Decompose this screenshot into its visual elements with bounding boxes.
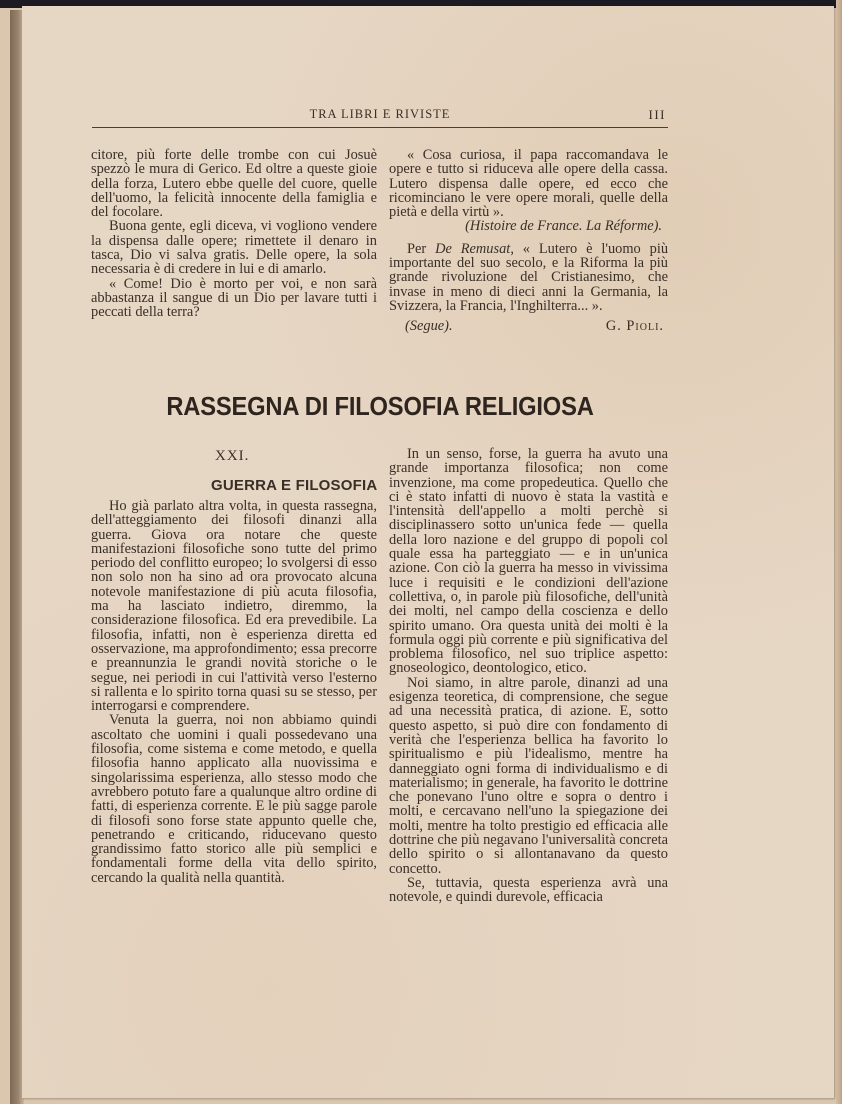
paragraph: Ho già parlato altra volta, in questa rassegna, dell'atteggiamento dei filosofi dinanzi alla guerra. Giova ora notare che queste manifestazioni filosofiche sono tutte del primo periodo del conflitto europeo; lo svolgersi di esso non solo non ha sino ad ora provocato alcuna notevole manifestazione di più acuta filosofia, ma ha lasciato indietro, diremmo, la considerazione filosofica. Ed era prevedibile. La filosofia, infatti, non è esperienza diretta ed osservazione, ma approfondimento; essa precorre e preannunzia le grandi novità storiche o le segue, nei periodi in cui l'attività verso l'esterno si rallenta e lo spirito torna quasi su se stesso, per interrogarsi e comprendere. xyxy=(91,498,377,715)
page-number: III xyxy=(648,107,666,122)
paragraph: citore, più forte delle trombe con cui Josuè spezzò le mura di Gerico. Ed oltre a queste gioie della forza, Lutero ebbe quelle del cuore, quelle dell'uomo, la felicità innocente della famiglia e del focolare. xyxy=(91,147,377,221)
cited-author: De Remusat xyxy=(435,240,511,257)
paragraph: Buona gente, egli diceva, vi vogliono vendere la dispensa dalle opere; rimettete il denaro in tasca, Dio vi salva gratis. Delle opere, la sola necessaria è di credere in lui e di amarlo. xyxy=(91,218,377,278)
quote-attribution: (Histoire de France. La Réforme). xyxy=(465,218,662,235)
quote-paragraph: « Cosa curiosa, il papa raccomandava le opere e tutto si riduceva alle opere della cassa. Lutero dispensa dalle opere, ed ecco che ricominciano le vere opere morali, quelle della pietà e della virtù ». xyxy=(389,147,668,221)
chapter-title: GUERRA E FILOSOFIA xyxy=(211,477,378,494)
page-edge xyxy=(836,0,842,1104)
running-head xyxy=(92,106,668,128)
paragraph-lead: Per xyxy=(407,240,436,257)
author-signature: G. Pioli. xyxy=(605,318,664,335)
running-head-title: TRA LIBRI E RIVISTE xyxy=(309,107,451,121)
top-right-column xyxy=(389,148,668,334)
chapter-number: XXI. xyxy=(215,448,250,464)
paragraph: In un senso, forse, la guerra ha avuto una grande importanza filosofica; non come invenzione, ma come propedeutica. Quello che ci è stato infatti di nuovo è stata la vastità e l'intensità dell'appello a molti perchè si disciplinassero sotto un'unica fede — quella della loro nazione e del gruppo di popoli col quale essa ha parteggiato — e in un'unica azione. Con ciò la guerra ha messo in vivissima luce i requisiti e le condizioni dell'azione collettiva, o, in parole più filosofiche, dell'unità dei molti, nel campo della coscienza e dello spirito umano. Ora questa unità dei molti è la formula oggi più corrente e più significativa del problema filosofico, nel suo triplice aspetto: gnoseologico, deontologico, etico. xyxy=(389,446,668,677)
paragraph-rest: , « Lutero è l'uomo più importante del suo secolo, e la Riforma la più grande rivoluzione del Cristianesimo, che invase in meno di dieci anni la Germania, la Svizzera, la Francia, l'Inghilterra... ». xyxy=(389,240,669,314)
paragraph: Se, tuttavia, questa esperienza avrà una notevole, e quindi durevole, efficacia xyxy=(389,874,668,906)
signature-row xyxy=(389,319,668,333)
paragraph xyxy=(389,242,668,313)
paragraph: Noi siamo, in altre parole, dinanzi ad una esigenza teoretica, di comprensione, che segue ad una necessità pratica, di azione. E, sotto questo aspetto, si può dire con fondamento di verità che l'esperienza bellica ha favorito lo spiritualismo e più l'idealismo, mentre ha danneggiato ogni forma di individualismo e di materialismo; in generale, ha favorito le dottrine che ponevano l'uno oltre e sopra o dentro i molti, e cercavano nell'uno la spiegazione dei molti, mentre ha tolto prestigio ed efficacia alle dottrine che più negavano l'universalità concreta dello spirito o si allontanavano da questo concetto. xyxy=(389,674,668,877)
header-rule xyxy=(92,127,668,128)
bottom-right-column xyxy=(389,447,668,905)
section-title: RASSEGNA DI FILOSOFIA RELIGIOSA xyxy=(166,393,594,421)
top-left-column xyxy=(91,148,377,320)
paragraph: « Come! Dio è morto per voi, e non sarà abbastanza il sangue di un Dio per lavare tutti i peccati della terra? xyxy=(91,275,377,321)
continued-note: (Segue). xyxy=(405,318,453,335)
paragraph: Venuta la guerra, noi non abbiamo quindi ascoltato che uomini i quali possedevano una filosofia, come sistema e come metodo, e quella filosofia hanno applicato alla nuovissima e singolarissima esperienza, allo stesso modo che avrebbero potuto fare a qualunque altro ordine di fatti, di esperienza corrente. E le più sagge parole di filosofi sono forse state appunto quelle che, penetrando e criticando, riducevano questo grandissimo fatto storico alle più semplici e fondamentali forme della vita dello spirito, cercando la qualità nella quantità. xyxy=(91,712,377,886)
bottom-left-column xyxy=(91,499,377,885)
